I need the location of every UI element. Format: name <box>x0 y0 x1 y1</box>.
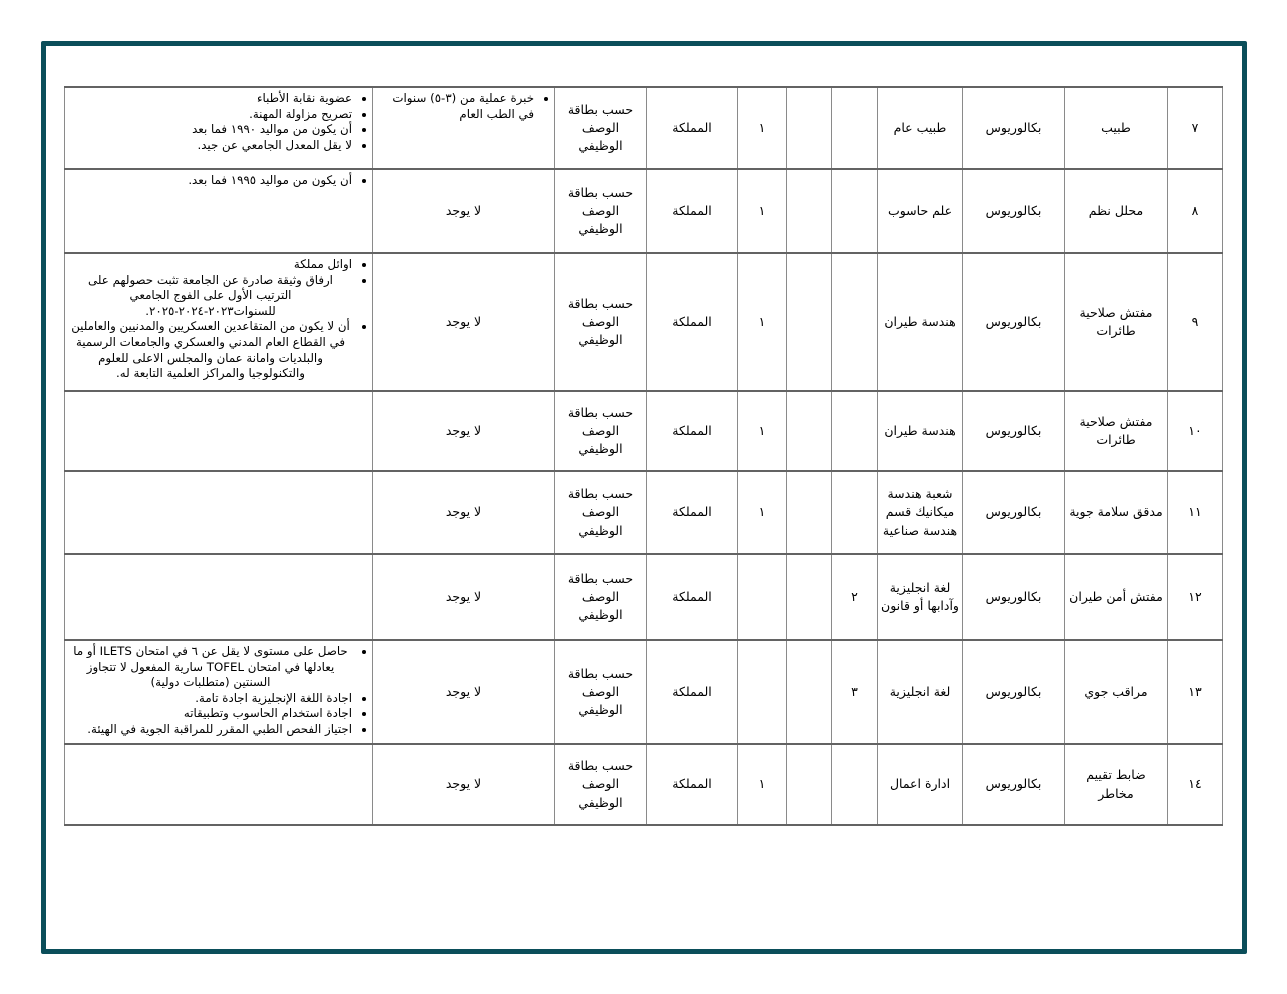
table-row <box>65 253 1223 391</box>
cell-count-a <box>832 744 878 825</box>
requirements-list <box>67 91 368 153</box>
table-row <box>65 471 1223 554</box>
requirement-item: • تصريح مزاولة المهنة. <box>69 107 352 123</box>
cell-count-a <box>832 253 878 391</box>
cell-specialization: علم حاسوب <box>878 169 963 253</box>
cell-count-c: ١ <box>738 744 787 825</box>
cell-count-b <box>787 471 832 554</box>
cell-count-a <box>832 87 878 169</box>
cell-count-a: ٢ <box>832 554 878 640</box>
requirement-item: • اجتياز الفحص الطبي المقرر للمراقبة الجوية في الهيئة. <box>69 722 352 738</box>
cell-location: المملكة <box>647 744 738 825</box>
cell-salary: حسب بطاقة الوصف الوظيفي <box>555 744 647 825</box>
cell-salary: حسب بطاقة الوصف الوظيفي <box>555 471 647 554</box>
cell-count-a <box>832 391 878 471</box>
cell-count-c: ١ <box>738 169 787 253</box>
cell-degree: بكالوريوس <box>963 169 1065 253</box>
cell-job-title: ضابط تقييم مخاطر <box>1065 744 1168 825</box>
cell-specialization: لغة انجليزية وآدابها أو قانون <box>878 554 963 640</box>
cell-requirements <box>65 554 373 640</box>
requirement-item: • عضوية نقابة الأطباء <box>69 91 352 107</box>
cell-degree: بكالوريوس <box>963 87 1065 169</box>
cell-location: المملكة <box>647 391 738 471</box>
cell-experience: لا يوجد <box>373 169 555 253</box>
requirement-item: • أن لا يكون من المتقاعدين العسكريين والمدنيين والعاملين في القطاع العام المدني والعسكري والجامعات الرسمية والبلديات وامانة عمان والمجلس الاعلى للعلوم والتكنولوجيا والمراكز العلمية التابعة له. <box>69 319 352 381</box>
cell-location: المملكة <box>647 169 738 253</box>
cell-count-c: ١ <box>738 471 787 554</box>
cell-requirements <box>65 391 373 471</box>
requirement-item: • اجادة اللغة الإنجليزية اجادة تامة. <box>69 691 352 707</box>
cell-degree: بكالوريوس <box>963 391 1065 471</box>
table-row <box>65 744 1223 825</box>
cell-row-number: ٩ <box>1168 253 1223 391</box>
cell-count-b <box>787 554 832 640</box>
cell-location: المملكة <box>647 554 738 640</box>
cell-job-title: مدقق سلامة جوية <box>1065 471 1168 554</box>
cell-count-b <box>787 87 832 169</box>
cell-location: المملكة <box>647 640 738 744</box>
requirements-list <box>67 257 368 382</box>
cell-row-number: ١١ <box>1168 471 1223 554</box>
table-row <box>65 640 1223 744</box>
table-row <box>65 391 1223 471</box>
cell-specialization: شعبة هندسة ميكانيك قسم هندسة صناعية <box>878 471 963 554</box>
cell-location: المملكة <box>647 253 738 391</box>
cell-count-c <box>738 554 787 640</box>
requirement-item: • أن يكون من مواليد ١٩٩٠ فما بعد <box>69 122 352 138</box>
cell-degree: بكالوريوس <box>963 253 1065 391</box>
cell-row-number: ٨ <box>1168 169 1223 253</box>
cell-degree: بكالوريوس <box>963 471 1065 554</box>
cell-job-title: مفتش صلاحية طائرات <box>1065 391 1168 471</box>
cell-degree: بكالوريوس <box>963 554 1065 640</box>
cell-row-number: ٧ <box>1168 87 1223 169</box>
cell-count-c: ١ <box>738 253 787 391</box>
cell-count-c <box>738 640 787 744</box>
cell-row-number: ١٢ <box>1168 554 1223 640</box>
cell-count-b <box>787 253 832 391</box>
cell-salary: حسب بطاقة الوصف الوظيفي <box>555 391 647 471</box>
cell-row-number: ١٣ <box>1168 640 1223 744</box>
cell-count-a <box>832 169 878 253</box>
table-row <box>65 87 1223 169</box>
cell-requirements <box>65 253 373 391</box>
cell-salary: حسب بطاقة الوصف الوظيفي <box>555 253 647 391</box>
cell-row-number: ١٠ <box>1168 391 1223 471</box>
cell-requirements <box>65 471 373 554</box>
cell-count-b <box>787 391 832 471</box>
cell-salary: حسب بطاقة الوصف الوظيفي <box>555 87 647 169</box>
cell-experience: لا يوجد <box>373 640 555 744</box>
requirement-item: • لا يقل المعدل الجامعي عن جيد. <box>69 138 352 154</box>
cell-experience: لا يوجد <box>373 391 555 471</box>
requirement-item: • ارفاق وثيقة صادرة عن الجامعة تثبت حصولهم على الترتيب الأول على الفوج الجامعي للسنوات٢٠٢٣-٢٠٢٤-٢٠٢٥. <box>69 273 352 320</box>
cell-specialization: طبيب عام <box>878 87 963 169</box>
cell-count-a: ٣ <box>832 640 878 744</box>
cell-specialization: هندسة طيران <box>878 253 963 391</box>
cell-experience: لا يوجد <box>373 554 555 640</box>
cell-specialization: لغة انجليزية <box>878 640 963 744</box>
table-row <box>65 554 1223 640</box>
table-row <box>65 169 1223 253</box>
requirement-item: • اجادة استخدام الحاسوب وتطبيقاته <box>69 706 352 722</box>
cell-degree: بكالوريوس <box>963 744 1065 825</box>
cell-job-title: طبيب <box>1065 87 1168 169</box>
cell-requirements <box>65 169 373 253</box>
cell-count-c: ١ <box>738 391 787 471</box>
cell-count-b <box>787 744 832 825</box>
jobs-table <box>64 86 1223 826</box>
cell-job-title: مراقب جوي <box>1065 640 1168 744</box>
cell-location: المملكة <box>647 87 738 169</box>
cell-experience: لا يوجد <box>373 744 555 825</box>
cell-degree: بكالوريوس <box>963 640 1065 744</box>
cell-salary: حسب بطاقة الوصف الوظيفي <box>555 169 647 253</box>
cell-experience: لا يوجد <box>373 253 555 391</box>
cell-count-c: ١ <box>738 87 787 169</box>
cell-count-a <box>832 471 878 554</box>
requirement-item: • أن يكون من مواليد ١٩٩٥ فما بعد. <box>69 173 352 189</box>
cell-job-title: مفتش أمن طيران <box>1065 554 1168 640</box>
cell-requirements <box>65 87 373 169</box>
requirement-item: • حاصل على مستوى لا يقل عن ٦ في امتحان ILETS أو ما يعادلها في امتحان TOFEL سارية المفعول لا تتجاوز السنتين (متطلبات دولية) <box>69 644 352 691</box>
cell-salary: حسب بطاقة الوصف الوظيفي <box>555 640 647 744</box>
cell-experience: لا يوجد <box>373 471 555 554</box>
cell-row-number: ١٤ <box>1168 744 1223 825</box>
cell-requirements <box>65 744 373 825</box>
requirements-list <box>67 644 368 738</box>
requirements-list <box>67 173 368 189</box>
cell-job-title: مفتش صلاحية طائرات <box>1065 253 1168 391</box>
requirement-item: • اوائل مملكة <box>69 257 352 273</box>
cell-count-b <box>787 640 832 744</box>
experience-item: • خبرة عملية من (٣-٥) سنوات في الطب العام <box>377 91 534 122</box>
cell-salary: حسب بطاقة الوصف الوظيفي <box>555 554 647 640</box>
cell-specialization: ادارة اعمال <box>878 744 963 825</box>
cell-specialization: هندسة طيران <box>878 391 963 471</box>
cell-requirements <box>65 640 373 744</box>
cell-location: المملكة <box>647 471 738 554</box>
experience-list <box>375 91 550 122</box>
cell-experience <box>373 87 555 169</box>
cell-job-title: محلل نظم <box>1065 169 1168 253</box>
cell-count-b <box>787 169 832 253</box>
